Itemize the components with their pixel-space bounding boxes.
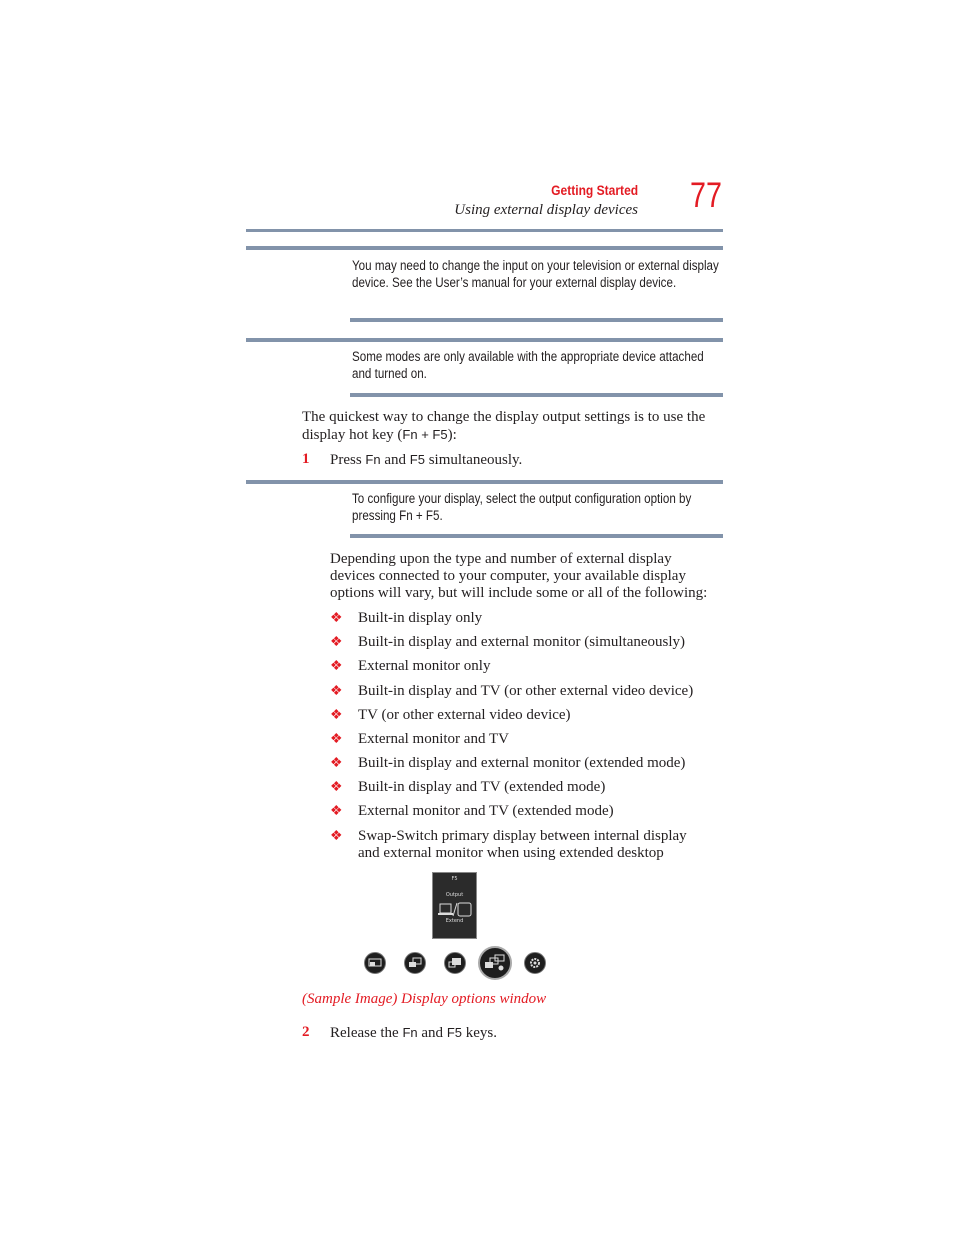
osd-extend-label: Extend: [445, 918, 464, 924]
paragraph-line: devices connected to your computer, your available display: [330, 568, 686, 584]
step-text: [330, 1024, 497, 1042]
step-text-part: keys.: [461, 1025, 497, 1041]
clone-display-option-icon: [404, 952, 426, 974]
note-text: [352, 490, 730, 524]
bullet-icon: ❖: [330, 756, 343, 771]
step-text-part: and: [380, 452, 410, 468]
osd-key-label: F5: [451, 876, 458, 882]
paragraph-line: Depending upon the type and number of external display: [330, 551, 672, 567]
extended-display-option-icon: [478, 946, 512, 980]
list-item-text: External monitor and TV (extended mode): [358, 803, 614, 819]
key-f5: F5: [446, 1025, 462, 1040]
note-bottom-rule: [350, 393, 723, 397]
bullet-icon: ❖: [330, 780, 343, 795]
figure-caption: (Sample Image) Display options window: [302, 991, 547, 1007]
list-item-text: Built-in display only: [358, 610, 483, 626]
note-line: To configure your display, select the output configuration option by: [352, 491, 692, 506]
note-top-rule: [246, 480, 723, 484]
intro-text: display hot key (: [302, 427, 403, 443]
step-text-part: Release the: [330, 1025, 403, 1041]
step-number: 1: [302, 451, 310, 467]
note-text-part: .: [439, 508, 443, 523]
bullet-icon: ❖: [330, 804, 343, 819]
note-top-rule: [246, 338, 723, 342]
list-item-line: and external monitor when using extended desktop: [358, 845, 664, 861]
intro-paragraph: [302, 409, 732, 444]
note-text: Some modes are only available with the appropriate device attached and turned on.: [352, 349, 704, 381]
list-item-text: TV (or other external video device): [358, 707, 571, 723]
list-item-text: Built-in display and TV (or other external video device): [358, 683, 694, 699]
builtin-display-option-icon: [364, 952, 386, 974]
list-item-text: External monitor and TV: [358, 731, 509, 747]
step-text: [330, 451, 522, 469]
note-bottom-rule: [350, 318, 723, 322]
running-head-subsection: Using external display devices: [454, 202, 638, 218]
bullet-icon: ❖: [330, 659, 343, 674]
list-item-text: External monitor only: [358, 658, 491, 674]
key-f5: F5: [425, 508, 440, 523]
bullet-icon: ❖: [330, 829, 343, 844]
intro-line: The quickest way to change the display output settings is to use the: [302, 409, 706, 425]
key-fn: Fn: [402, 427, 418, 442]
bullet-icon: ❖: [330, 708, 343, 723]
page-number: 77: [690, 176, 722, 215]
note-line: [352, 507, 730, 524]
key-f5: F5: [409, 452, 425, 467]
bullet-icon: ❖: [330, 611, 343, 626]
key-fn: Fn: [402, 1025, 418, 1040]
running-head-section: Getting Started: [551, 182, 638, 198]
display-options-window: [432, 872, 477, 939]
list-item-text: [358, 828, 728, 862]
header-rule: [246, 229, 723, 232]
settings-gear-icon: [524, 952, 546, 974]
depending-paragraph: [330, 551, 730, 602]
note-bottom-rule: [350, 534, 723, 538]
note-top-rule: [246, 246, 723, 250]
list-item-text: Built-in display and external monitor (extended mode): [358, 755, 686, 771]
key-plus: +: [417, 427, 433, 442]
intro-line: [302, 426, 732, 444]
bullet-icon: ❖: [330, 635, 343, 650]
key-plus: +: [412, 508, 426, 523]
step-text-part: and: [417, 1025, 447, 1041]
osd-output-label: Output: [445, 892, 464, 898]
external-display-option-icon: [444, 952, 466, 974]
laptop-monitor-icon: [438, 902, 473, 918]
step-text-part: simultaneously.: [424, 452, 523, 468]
step-text-part: Press: [330, 452, 366, 468]
intro-text: ):: [447, 427, 457, 443]
list-item-text: Built-in display and TV (extended mode): [358, 779, 606, 795]
key-fn: Fn: [399, 508, 413, 523]
list-item-text: Built-in display and external monitor (simultaneously): [358, 634, 686, 650]
key-fn: Fn: [365, 452, 381, 467]
note-text-part: pressing: [352, 508, 400, 523]
bullet-icon: ❖: [330, 684, 343, 699]
list-item-line: Swap-Switch primary display between internal display: [358, 828, 687, 844]
key-f5: F5: [432, 427, 448, 442]
bullet-icon: ❖: [330, 732, 343, 747]
step-number: 2: [302, 1024, 310, 1040]
note-text: You may need to change the input on your television or external display device. See the User’s manual for your external display device.: [352, 258, 719, 290]
paragraph-line: options will vary, but will include some or all of the following:: [330, 585, 708, 601]
